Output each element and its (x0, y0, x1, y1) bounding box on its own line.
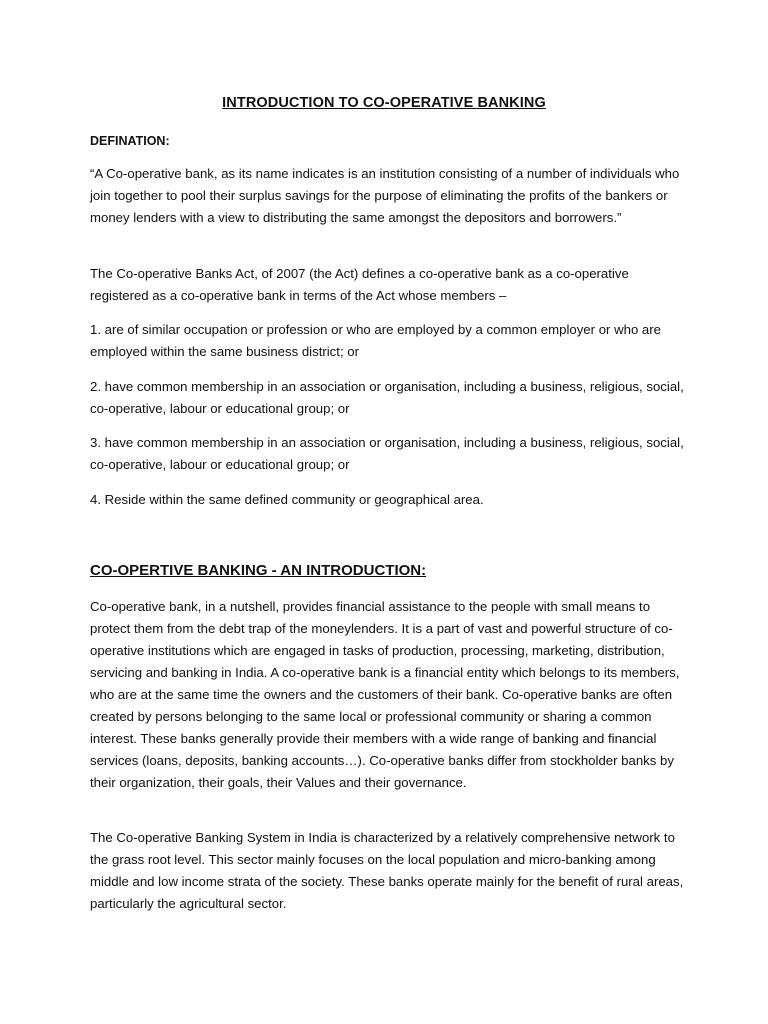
section-paragraph: The Co-operative Banking System in India is characterized by a relatively comprehensive network to the grass root level. This sector mainly focuses on the local population and micro-banking among middle and low income strata of the society. These banks operate mainly for the benefit of rural areas, particularly the agricultural sector. (90, 830, 684, 911)
definition-label: DEFINATION: (90, 134, 170, 148)
list-item: 3. have common membership in an association or organisation, including a business, religious, social, co-operative, labour or educational group; or (90, 435, 684, 472)
act-paragraph: The Co-operative Banks Act, of 2007 (the Act) defines a co-operative bank as a co-operative registered as a co-operative bank in terms of the Act whose members – (90, 266, 629, 303)
section-heading: CO-OPERTIVE BANKING - AN INTRODUCTION: (90, 562, 427, 579)
list-item: 2. have common membership in an association or organisation, including a business, religious, social, co-operative, labour or educational group; or (90, 379, 684, 416)
page-title: INTRODUCTION TO CO-OPERATIVE BANKING (222, 95, 546, 111)
list-item: 1. are of similar occupation or profession or who are employed by a common employer or who are employed within the same business district; or (90, 322, 661, 359)
definition-quote: “A Co-operative bank, as its name indicates is an institution consisting of a number of individuals who join together to pool their surplus savings for the purpose of eliminating the profits of the bankers or money lenders with a view to distributing the same amongst the depositors and borrowers.” (90, 166, 680, 225)
list-item: 4. Reside within the same defined community or geographical area. (90, 492, 484, 507)
section-paragraph: Co-operative bank, in a nutshell, provides financial assistance to the people with small means to protect them from the debt trap of the moneylenders. It is a part of vast and powerful structure of co-operative institutions which are engaged in tasks of production, processing, marketing, distribution, servicing and banking in India. A co-operative bank is a financial entity which belongs to its members, who are at the same time the owners and the customers of their bank. Co-operative banks are often created by persons belonging to the same local or professional community or sharing a common interest. These banks generally provide their members with a wide range of banking and financial services (loans, deposits, banking accounts…). Co-operative banks differ from stockholder banks by their organization, their goals, their Values and their governance. (90, 599, 680, 790)
